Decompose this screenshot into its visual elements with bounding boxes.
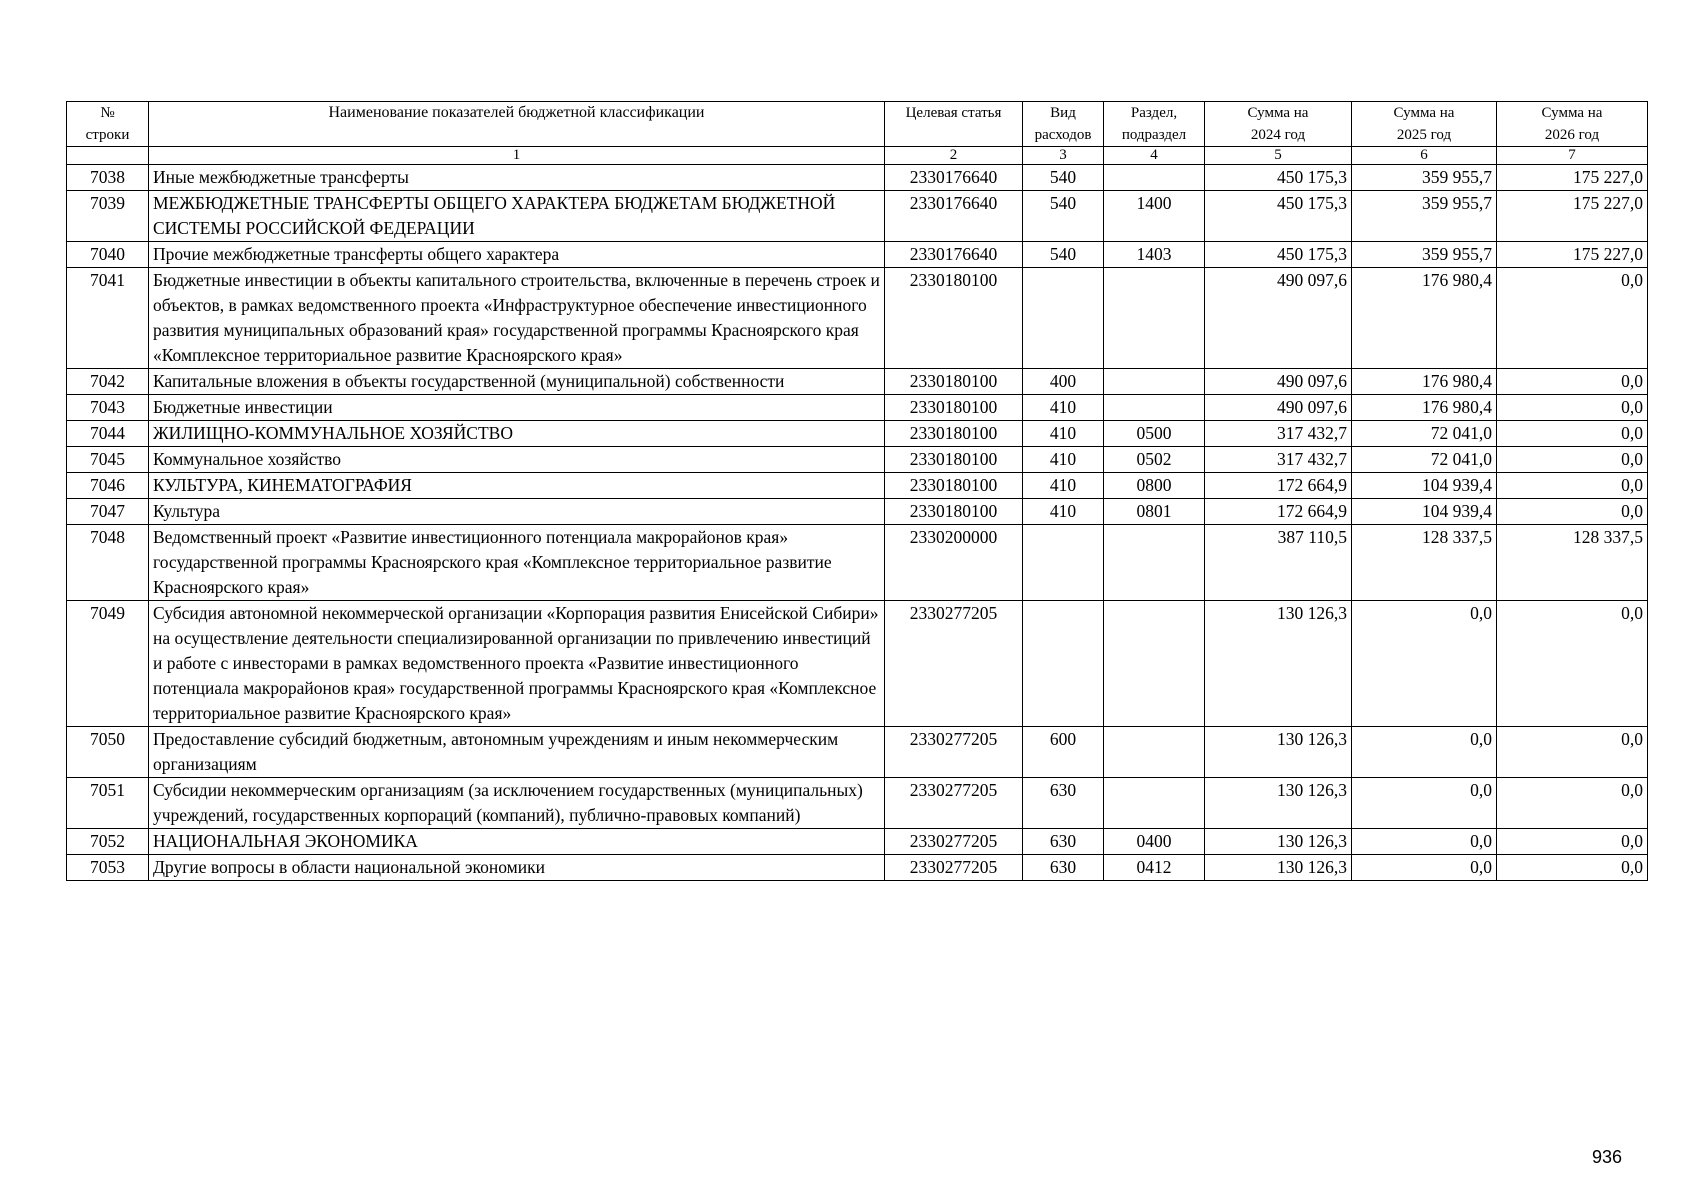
sum-2025-cell: 0,0 xyxy=(1352,829,1497,855)
sum-2025-cell: 359 955,7 xyxy=(1352,242,1497,268)
sum-2024-cell: 130 126,3 xyxy=(1205,778,1352,829)
indicator-name-cell: Другие вопросы в области национальной экономики xyxy=(149,855,885,881)
expense-type-cell: 630 xyxy=(1023,829,1104,855)
header-sum-2024: Сумма на 2024 год xyxy=(1205,102,1352,147)
section-cell: 0500 xyxy=(1104,421,1205,447)
indicator-name-cell: Капитальные вложения в объекты государственной (муниципальной) собственности xyxy=(149,369,885,395)
section-cell: 1403 xyxy=(1104,242,1205,268)
expense-type-cell: 540 xyxy=(1023,242,1104,268)
target-article-cell: 2330180100 xyxy=(885,268,1023,369)
table-row xyxy=(67,499,1648,525)
target-article-cell: 2330200000 xyxy=(885,525,1023,601)
expense-type-cell xyxy=(1023,268,1104,369)
expense-type-cell xyxy=(1023,525,1104,601)
sum-2024-cell: 450 175,3 xyxy=(1205,191,1352,242)
target-article-cell: 2330277205 xyxy=(885,601,1023,727)
row-number-cell: 7046 xyxy=(67,473,149,499)
column-number: 4 xyxy=(1104,147,1205,165)
expense-type-cell: 410 xyxy=(1023,395,1104,421)
header-sum-2025: Сумма на 2025 год xyxy=(1352,102,1497,147)
indicator-name-cell: Субсидии некоммерческим организациям (за исключением государственных (муниципальных) учреждений, государственных корпораций (компаний), публично-правовых компаний) xyxy=(149,778,885,829)
sum-2026-cell: 0,0 xyxy=(1497,499,1648,525)
sum-2024-cell: 130 126,3 xyxy=(1205,601,1352,727)
table-row xyxy=(67,447,1648,473)
sum-2026-cell: 0,0 xyxy=(1497,473,1648,499)
indicator-name-cell: Субсидия автономной некоммерческой организации «Корпорация развития Енисейской Сибири» на осуществление деятельности специализированной организации по привлечению инвестиций и работе с инвесторами в рамках ведомственного проекта «Развитие инвестиционного потенциала макрорайонов края» государственной программы Красноярского края «Комплексное территориальное развитие Красноярского края» xyxy=(149,601,885,727)
sum-2024-cell: 450 175,3 xyxy=(1205,242,1352,268)
sum-2026-cell: 175 227,0 xyxy=(1497,191,1648,242)
section-cell xyxy=(1104,268,1205,369)
target-article-cell: 2330180100 xyxy=(885,395,1023,421)
sum-2024-cell: 317 432,7 xyxy=(1205,447,1352,473)
expense-type-cell: 410 xyxy=(1023,421,1104,447)
sum-2026-cell: 0,0 xyxy=(1497,727,1648,778)
sum-2024-cell: 317 432,7 xyxy=(1205,421,1352,447)
sum-2025-cell: 72 041,0 xyxy=(1352,447,1497,473)
section-cell xyxy=(1104,395,1205,421)
sum-2025-cell: 128 337,5 xyxy=(1352,525,1497,601)
column-number: 2 xyxy=(885,147,1023,165)
page-number: 936 xyxy=(1592,1147,1623,1167)
section-cell xyxy=(1104,525,1205,601)
sum-2025-cell: 104 939,4 xyxy=(1352,499,1497,525)
section-cell: 1400 xyxy=(1104,191,1205,242)
indicator-name-cell: Прочие межбюджетные трансферты общего характера xyxy=(149,242,885,268)
indicator-name-cell: НАЦИОНАЛЬНАЯ ЭКОНОМИКА xyxy=(149,829,885,855)
row-number-cell: 7048 xyxy=(67,525,149,601)
sum-2025-cell: 176 980,4 xyxy=(1352,268,1497,369)
expense-type-cell: 630 xyxy=(1023,855,1104,881)
column-number: 3 xyxy=(1023,147,1104,165)
sum-2026-cell: 0,0 xyxy=(1497,855,1648,881)
row-number-cell: 7042 xyxy=(67,369,149,395)
section-cell xyxy=(1104,778,1205,829)
sum-2025-cell: 72 041,0 xyxy=(1352,421,1497,447)
sum-2024-cell: 172 664,9 xyxy=(1205,473,1352,499)
indicator-name-cell: Ведомственный проект «Развитие инвестиционного потенциала макрорайонов края» государственной программы Красноярского края «Комплексное территориальное развитие Красноярского края» xyxy=(149,525,885,601)
row-number-cell: 7049 xyxy=(67,601,149,727)
expense-type-cell: 410 xyxy=(1023,499,1104,525)
sum-2026-cell: 0,0 xyxy=(1497,829,1648,855)
row-number-cell: 7043 xyxy=(67,395,149,421)
table-header-row xyxy=(67,102,1648,147)
column-number-blank xyxy=(67,147,149,165)
sum-2024-cell: 130 126,3 xyxy=(1205,829,1352,855)
indicator-name-cell: Бюджетные инвестиции xyxy=(149,395,885,421)
column-number: 7 xyxy=(1497,147,1648,165)
target-article-cell: 2330180100 xyxy=(885,369,1023,395)
table-row xyxy=(67,395,1648,421)
header-expense-type: Вид расходов xyxy=(1023,102,1104,147)
row-number-cell: 7045 xyxy=(67,447,149,473)
table-row xyxy=(67,778,1648,829)
column-number: 6 xyxy=(1352,147,1497,165)
indicator-name-cell: Бюджетные инвестиции в объекты капитального строительства, включенные в перечень строек и объектов, в рамках ведомственного проекта «Инфраструктурное обеспечение инвестиционного развития муниципальных образований края» государственной программы Красноярского края «Комплексное территориальное развитие Красноярского края» xyxy=(149,268,885,369)
section-cell: 0800 xyxy=(1104,473,1205,499)
sum-2025-cell: 0,0 xyxy=(1352,855,1497,881)
expense-type-cell xyxy=(1023,601,1104,727)
target-article-cell: 2330180100 xyxy=(885,421,1023,447)
table-row xyxy=(67,242,1648,268)
table-row xyxy=(67,369,1648,395)
sum-2025-cell: 104 939,4 xyxy=(1352,473,1497,499)
row-number-cell: 7038 xyxy=(67,165,149,191)
row-number-cell: 7044 xyxy=(67,421,149,447)
column-numbers-row xyxy=(67,147,1648,165)
table-row xyxy=(67,525,1648,601)
sum-2026-cell: 175 227,0 xyxy=(1497,242,1648,268)
target-article-cell: 2330277205 xyxy=(885,829,1023,855)
row-number-cell: 7051 xyxy=(67,778,149,829)
expense-type-cell: 540 xyxy=(1023,165,1104,191)
header-row-number: № строки xyxy=(67,102,149,147)
row-number-cell: 7052 xyxy=(67,829,149,855)
target-article-cell: 2330277205 xyxy=(885,727,1023,778)
sum-2026-cell: 0,0 xyxy=(1497,778,1648,829)
sum-2026-cell: 0,0 xyxy=(1497,395,1648,421)
target-article-cell: 2330277205 xyxy=(885,778,1023,829)
section-cell: 0412 xyxy=(1104,855,1205,881)
sum-2025-cell: 0,0 xyxy=(1352,727,1497,778)
expense-type-cell: 410 xyxy=(1023,447,1104,473)
sum-2025-cell: 0,0 xyxy=(1352,601,1497,727)
section-cell: 0400 xyxy=(1104,829,1205,855)
table-row xyxy=(67,829,1648,855)
table-row xyxy=(67,855,1648,881)
header-indicator-name: Наименование показателей бюджетной классификации xyxy=(149,102,885,147)
budget-table xyxy=(66,101,1648,881)
row-number-cell: 7040 xyxy=(67,242,149,268)
target-article-cell: 2330180100 xyxy=(885,447,1023,473)
indicator-name-cell: КУЛЬТУРА, КИНЕМАТОГРАФИЯ xyxy=(149,473,885,499)
target-article-cell: 2330176640 xyxy=(885,165,1023,191)
table-row xyxy=(67,268,1648,369)
sum-2026-cell: 0,0 xyxy=(1497,369,1648,395)
section-cell: 0502 xyxy=(1104,447,1205,473)
expense-type-cell: 540 xyxy=(1023,191,1104,242)
sum-2024-cell: 130 126,3 xyxy=(1205,727,1352,778)
section-cell: 0801 xyxy=(1104,499,1205,525)
target-article-cell: 2330180100 xyxy=(885,499,1023,525)
sum-2024-cell: 387 110,5 xyxy=(1205,525,1352,601)
sum-2026-cell: 128 337,5 xyxy=(1497,525,1648,601)
sum-2025-cell: 359 955,7 xyxy=(1352,165,1497,191)
table-row xyxy=(67,165,1648,191)
sum-2026-cell: 0,0 xyxy=(1497,268,1648,369)
indicator-name-cell: Предоставление субсидий бюджетным, автономным учреждениям и иным некоммерческим организациям xyxy=(149,727,885,778)
sum-2026-cell: 0,0 xyxy=(1497,447,1648,473)
target-article-cell: 2330180100 xyxy=(885,473,1023,499)
table-row xyxy=(67,727,1648,778)
header-sum-2026: Сумма на 2026 год xyxy=(1497,102,1648,147)
row-number-cell: 7039 xyxy=(67,191,149,242)
row-number-cell: 7041 xyxy=(67,268,149,369)
target-article-cell: 2330176640 xyxy=(885,191,1023,242)
header-target-article: Целевая статья xyxy=(885,102,1023,147)
section-cell xyxy=(1104,727,1205,778)
column-number: 1 xyxy=(149,147,885,165)
table-row xyxy=(67,601,1648,727)
expense-type-cell: 400 xyxy=(1023,369,1104,395)
section-cell xyxy=(1104,165,1205,191)
sum-2024-cell: 130 126,3 xyxy=(1205,855,1352,881)
indicator-name-cell: МЕЖБЮДЖЕТНЫЕ ТРАНСФЕРТЫ ОБЩЕГО ХАРАКТЕРА БЮДЖЕТАМ БЮДЖЕТНОЙ СИСТЕМЫ РОССИЙСКОЙ ФЕДЕРАЦИИ xyxy=(149,191,885,242)
sum-2024-cell: 172 664,9 xyxy=(1205,499,1352,525)
column-number: 5 xyxy=(1205,147,1352,165)
target-article-cell: 2330176640 xyxy=(885,242,1023,268)
indicator-name-cell: Иные межбюджетные трансферты xyxy=(149,165,885,191)
table-row xyxy=(67,191,1648,242)
sum-2026-cell: 175 227,0 xyxy=(1497,165,1648,191)
row-number-cell: 7047 xyxy=(67,499,149,525)
table-row xyxy=(67,421,1648,447)
sum-2025-cell: 359 955,7 xyxy=(1352,191,1497,242)
sum-2024-cell: 490 097,6 xyxy=(1205,369,1352,395)
sum-2026-cell: 0,0 xyxy=(1497,601,1648,727)
expense-type-cell: 410 xyxy=(1023,473,1104,499)
sum-2026-cell: 0,0 xyxy=(1497,421,1648,447)
table-row xyxy=(67,473,1648,499)
section-cell xyxy=(1104,369,1205,395)
sum-2024-cell: 490 097,6 xyxy=(1205,268,1352,369)
sum-2025-cell: 176 980,4 xyxy=(1352,395,1497,421)
expense-type-cell: 630 xyxy=(1023,778,1104,829)
target-article-cell: 2330277205 xyxy=(885,855,1023,881)
indicator-name-cell: Культура xyxy=(149,499,885,525)
section-cell xyxy=(1104,601,1205,727)
expense-type-cell: 600 xyxy=(1023,727,1104,778)
row-number-cell: 7053 xyxy=(67,855,149,881)
indicator-name-cell: Коммунальное хозяйство xyxy=(149,447,885,473)
indicator-name-cell: ЖИЛИЩНО-КОММУНАЛЬНОЕ ХОЗЯЙСТВО xyxy=(149,421,885,447)
sum-2024-cell: 450 175,3 xyxy=(1205,165,1352,191)
sum-2025-cell: 0,0 xyxy=(1352,778,1497,829)
sum-2024-cell: 490 097,6 xyxy=(1205,395,1352,421)
row-number-cell: 7050 xyxy=(67,727,149,778)
header-section: Раздел, подраздел xyxy=(1104,102,1205,147)
sum-2025-cell: 176 980,4 xyxy=(1352,369,1497,395)
